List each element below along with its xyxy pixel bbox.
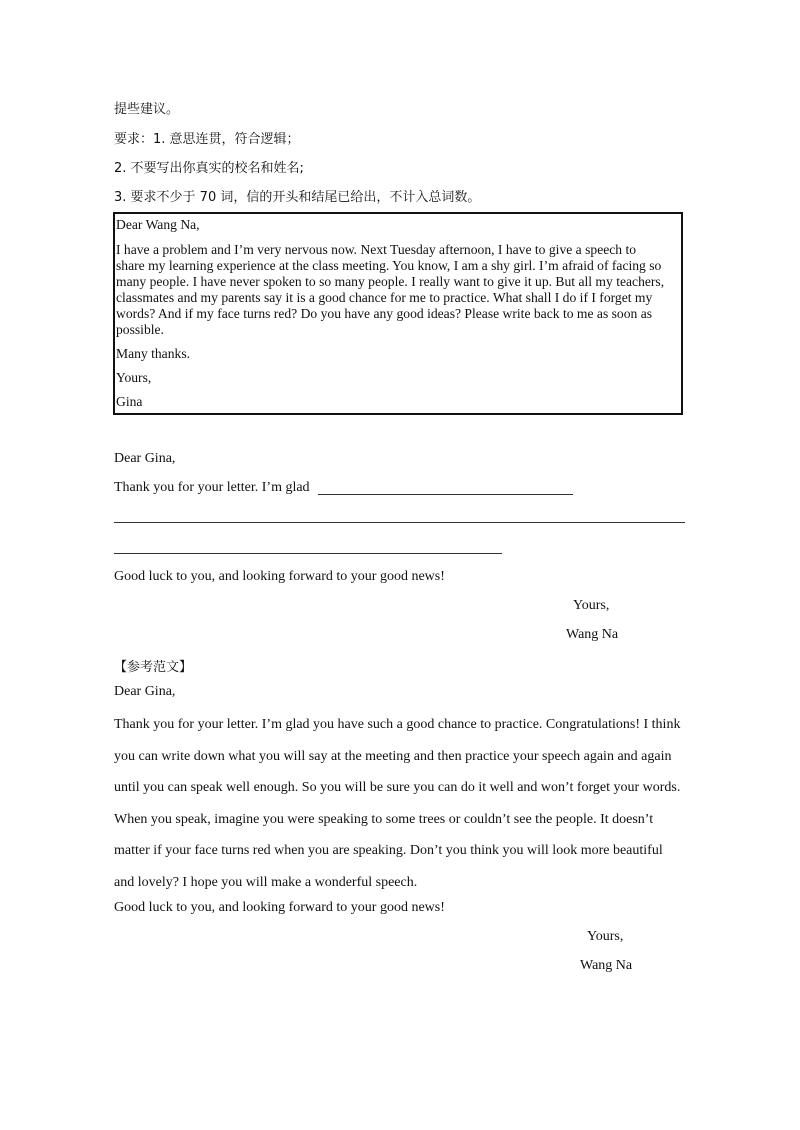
requirement-2: 2. 不要写出你真实的校名和姓名;	[114, 161, 304, 176]
letter-signature: Gina	[116, 394, 143, 409]
letter-thanks: Many thanks.	[116, 346, 191, 361]
essay-line: you can write down what you will say at the meeting and then practice your speech again and again	[114, 748, 672, 764]
essay-line: and lovely? I hope you will make a wonderful speech.	[114, 874, 418, 890]
answer-blank-1[interactable]	[318, 494, 573, 495]
letter-body-line: words? And if my face turns red? Do you have any good ideas? Please write back to me as soon as	[116, 306, 653, 321]
requirement-1: 要求：1. 意思连贯，符合逻辑；	[114, 132, 300, 147]
answer-blank-3[interactable]	[114, 553, 502, 554]
letter-body	[116, 242, 680, 338]
answer-blank-2[interactable]	[114, 522, 685, 523]
letter-body-line: classmates and my parents say it is a good chance for me to practice. What shall I do if I forget my	[116, 290, 653, 305]
model-essay-ending: Good luck to you, and looking forward to your good news!	[114, 900, 445, 915]
essay-line: When you speak, imagine you were speaking to some trees or couldn’t see the people. It doesn’t	[114, 811, 654, 827]
reply-greeting: Dear Gina,	[114, 451, 176, 466]
essay-line: until you can speak well enough. So you will be sure you can do it well and won’t forget your words.	[114, 780, 681, 795]
letter-body-line: many people. I have never spoken to so many people. I really want to give it up. But all my teachers,	[116, 274, 665, 289]
gina-letter-box	[113, 212, 683, 415]
reply-closing: Yours,	[573, 598, 610, 613]
model-essay-signature: Wang Na	[580, 958, 633, 973]
model-essay-closing: Yours,	[587, 929, 624, 944]
letter-greeting: Dear Wang Na,	[116, 217, 200, 232]
instruction-intro: 提些建议。	[114, 102, 180, 117]
model-essay-body	[114, 709, 714, 898]
reply-signature: Wang Na	[566, 627, 619, 642]
letter-body-line: I have a problem and I’m very nervous now. Next Tuesday afternoon, I have to give a speech to	[116, 242, 637, 257]
reply-ending: Good luck to you, and looking forward to your good news!	[114, 569, 445, 584]
reply-opening: Thank you for your letter. I’m glad	[114, 480, 310, 495]
requirement-3: 3. 要求不少于 70 词，信的开头和结尾已给出，不计入总词数。	[114, 190, 481, 205]
essay-line: matter if your face turns red when you are speaking. Don’t you think you will look more beautiful	[114, 843, 663, 858]
model-essay-greeting: Dear Gina,	[114, 684, 176, 699]
essay-line: Thank you for your letter. I’m glad you have such a good chance to practice. Congratulations! I think	[114, 717, 681, 732]
letter-closing: Yours,	[116, 370, 152, 385]
letter-body-line: share my learning experience at the class meeting. You know, I am a shy girl. I’m afraid of facing so	[116, 258, 662, 273]
letter-body-line: possible.	[116, 322, 164, 337]
model-essay-heading: 【参考范文】	[114, 660, 193, 675]
